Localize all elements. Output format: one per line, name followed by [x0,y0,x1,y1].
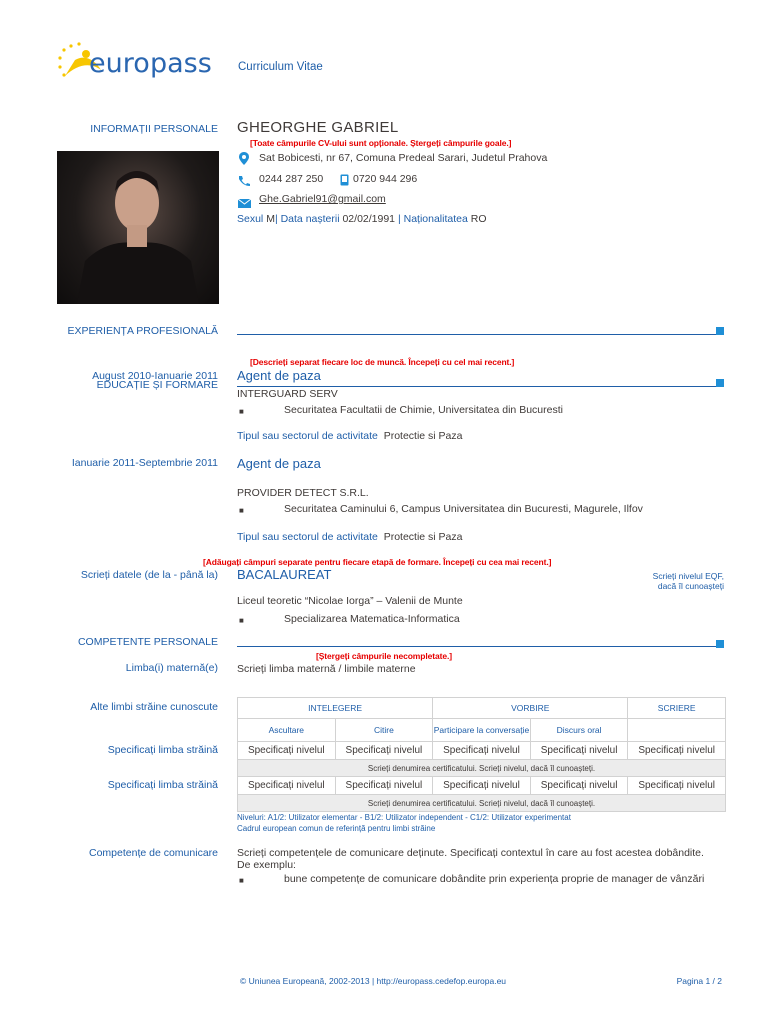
eqf-level [620,571,724,591]
level-cell: Specificați nivelul [335,742,433,760]
language-1-label: Specificați limba străină [107,744,218,756]
experience-section-label: EXPERIENȚA PROFESIONALĂ [67,325,218,337]
europass-logo [55,40,225,90]
nationality-value: RO [470,213,487,225]
writing-header: SCRIERE [628,698,726,719]
level-cell: Specificați nivelul [238,777,336,795]
job-1-employer: INTERGUARD SERV [237,388,338,400]
education-title: BACALAUREAT [237,567,332,582]
table-row [238,777,726,795]
mobile-phone-icon [340,173,349,191]
bullet-icon: ■ [239,407,244,416]
bullet-icon: ■ [239,616,244,625]
sector-label: Tipul sau sectorul de activitate [237,430,378,442]
production-header: Discurs oral [530,719,628,742]
education-detail: Specializarea Matematica-Informatica [284,613,460,625]
communication-line-1: Scrieți competențele de comunicare deținute. Specificați contextul în care au fost acestea dobândite. [237,847,704,859]
level-cell: Specificați nivelul [530,742,628,760]
address: Sat Bobicesti, nr 67, Comuna Predeal Sarari, Judetul Prahova [259,152,548,164]
eqf-line-2: dacă îl cunoașteți [657,581,724,591]
education-marker [716,379,724,387]
document-title: Curriculum Vitae [238,61,323,73]
birth-value: 02/02/1991 [342,213,396,225]
job-1-detail: Securitatea Facultatii de Chimie, Universitatea din Bucuresti [284,404,563,416]
personal-note: [Toate câmpurile CV-ului sunt opționale. Ștergeți câmpurile goale.] [250,138,512,148]
bullet-icon: ■ [239,506,244,515]
email-icon [238,195,251,213]
job-2-sector [237,531,463,543]
eqf-line-1: Scrieți nivelul EQF, [652,571,724,581]
framework-link[interactable]: Cadrul european comun de referință pentru limbi străine [237,824,436,833]
job-2-title: Agent de paza [237,456,321,471]
bullet-icon: ■ [239,876,244,885]
job-1-title: Agent de paza [237,368,321,383]
job-1-dates: August 2010-Ianuarie 2011 [92,370,218,382]
mother-tongue-label: Limba(i) maternă(e) [125,662,218,674]
location-icon [239,152,249,170]
listening-header: Ascultare [238,719,336,742]
skills-marker [716,640,724,648]
level-cell: Specificați nivelul [433,777,531,795]
foreign-languages-label: Alte limbi străine cunoscute [90,701,218,713]
skills-note: [Ștergeți câmpurile necompletate.] [316,651,452,661]
nationality-label: Naționalitatea [403,213,468,225]
page-number: Pagina 1 / 2 [676,976,722,986]
education-section-label: EDUCAȚIE ȘI FORMARE [96,379,218,391]
personal-details-line: Sexul M| Data nașterii 02/02/1991 | Naționalitatea RO [237,213,487,225]
logo-pass: pass [150,48,212,79]
level-cell: Specificați nivelul [238,742,336,760]
communication-text [237,847,727,871]
mother-tongue-value: Scrieți limba maternă / limbile materne [237,663,416,675]
level-cell: Specificați nivelul [433,742,531,760]
table-row [238,795,726,812]
communication-line-2: De exemplu: [237,859,296,871]
job-1-sector [237,430,463,442]
skills-divider [237,646,716,647]
level-cell: Specificați nivelul [530,777,628,795]
job-2-detail: Securitatea Caminului 6, Campus Universitatea din Bucuresti, Magurele, Ilfov [284,503,643,515]
language-2-label: Specificați limba străină [107,779,218,791]
mobile-number[interactable]: 0720 944 296 [353,173,418,185]
job-2-employer: PROVIDER DETECT S.R.L. [237,487,369,499]
experience-marker [716,327,724,335]
level-cell: Specificați nivelul [628,742,726,760]
phone-icon [238,173,251,191]
footer-copyright[interactable]: © Uniunea Europeană, 2002-2013 | http://europass.cedefop.europa.eu [240,976,507,986]
birth-label: Data nașterii [280,213,340,225]
communication-example: bune competențe de comunicare dobândite prin experiența proprie de manager de vânzări [284,873,705,885]
personal-section-label: INFORMAȚII PERSONALE [90,123,218,135]
education-note: [Adăugați câmpuri separate pentru fiecare etapă de formare. Începeți cu cea mai recent.] [203,557,552,567]
table-row [238,742,726,760]
level-cell: Specificați nivelul [628,777,726,795]
certificate-cell: Scrieți denumirea certificatului. Scrieți nivelul, dacă îl cunoașteți. [238,760,726,777]
speaking-header: VORBIRE [433,698,628,719]
experience-note: [Descrieți separat fiecare loc de muncă. Începeți cu cel mai recent.] [250,357,515,367]
experience-divider [237,334,716,335]
job-2-dates: Ianuarie 2011-Septembrie 2011 [71,457,218,469]
sex-label: Sexul [237,213,264,225]
education-school: Liceul teoretic “Nicolae Iorga” – Valenii de Munte [237,595,463,607]
sector-label: Tipul sau sectorul de activitate [237,531,378,543]
skills-section-label: COMPETENTE PERSONALE [77,636,218,648]
understanding-header: INTELEGERE [238,698,433,719]
reading-header: Citire [335,719,433,742]
sector-value: Protectie si Paza [383,531,463,543]
logo-euro: euro [89,48,150,79]
level-cell: Specificați nivelul [335,777,433,795]
communication-label: Competențe de comunicare [89,847,218,859]
table-row [238,760,726,777]
interaction-header: Participare la conversație [433,719,531,742]
sex-value: M [266,213,275,225]
education-divider [237,386,716,387]
email-link[interactable]: Ghe.Gabriel91@gmail.com [259,193,386,205]
person-name: GHEORGHE GABRIEL [237,119,399,136]
levels-note: Niveluri: A1/2: Utilizator elementar - B1/2: Utilizator independent - C1/2: Utilizator experimentat [237,813,571,822]
sector-value: Protectie si Paza [383,430,463,442]
languages-table [237,697,726,812]
education-dates: Scrieți datele (de la - până la) [80,569,218,581]
profile-photo [57,151,219,304]
writing-subheader [628,719,726,742]
phone-number[interactable]: 0244 287 250 [259,173,324,185]
certificate-cell: Scrieți denumirea certificatului. Scrieți nivelul, dacă îl cunoașteți. [238,795,726,812]
